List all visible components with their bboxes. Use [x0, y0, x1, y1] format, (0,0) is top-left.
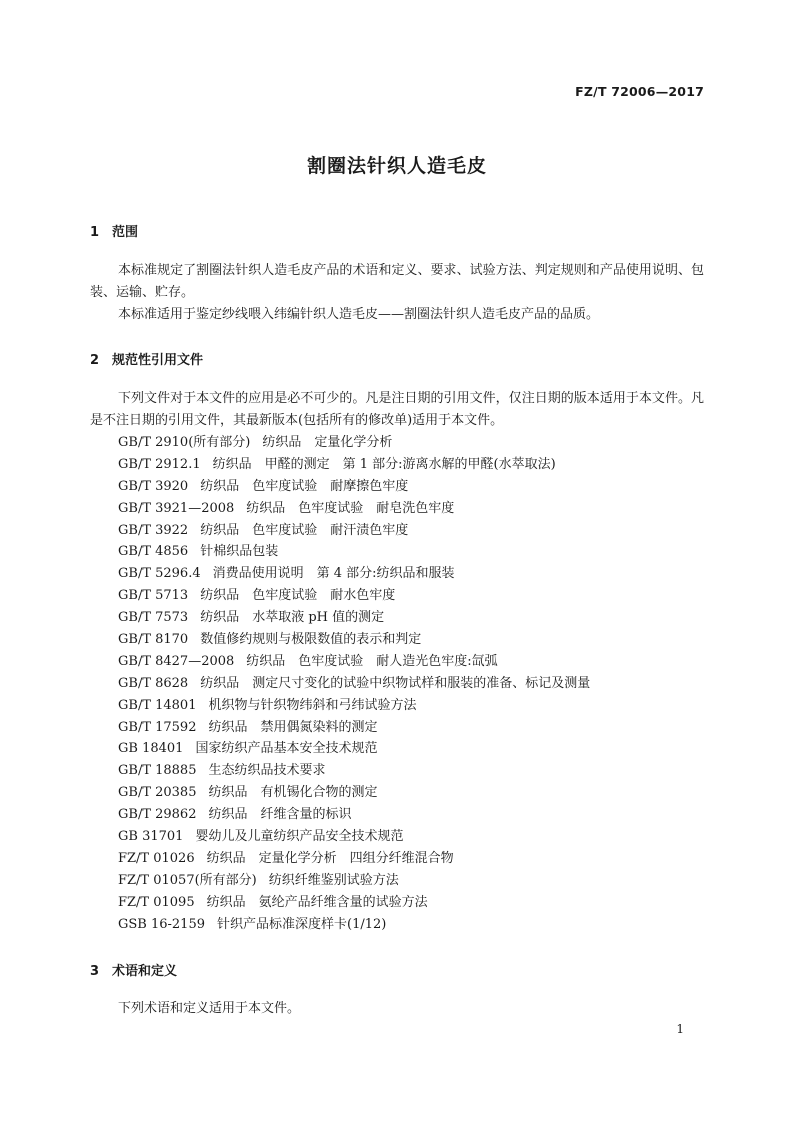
reference-list — [118, 432, 590, 935]
reference-title: 纺织品 定量化学分析 四组分纤维混合物 — [206, 850, 454, 866]
reference-title: 纺织品 色牢度试验 耐水色牢度 — [200, 588, 396, 604]
reference-item — [118, 432, 590, 454]
reference-code: GB/T 18885 — [118, 763, 197, 779]
reference-code: GSB 16-2159 — [118, 916, 205, 932]
reference-title: 纺织品 有机锡化合物的测定 — [208, 785, 378, 801]
section-1-number: 1 — [90, 225, 100, 240]
reference-code: GB/T 8170 — [118, 632, 189, 648]
reference-item — [118, 738, 590, 760]
reference-code: GB/T 2910(所有部分) — [118, 435, 251, 450]
reference-code: FZ/T 01026 — [118, 850, 195, 866]
reference-code: GB/T 17592 — [118, 719, 197, 735]
reference-item — [118, 695, 590, 717]
reference-title: 数值修约规则与极限数值的表示和判定 — [200, 632, 422, 648]
reference-item — [118, 782, 590, 804]
terms-intro: 下列术语和定义适用于本文件。 — [118, 1001, 301, 1016]
section-1-heading — [90, 221, 138, 240]
section-3-number: 3 — [90, 964, 100, 979]
reference-code: GB/T 3922 — [118, 522, 189, 538]
reference-code: GB 18401 — [118, 741, 184, 757]
section-2-number: 2 — [90, 353, 100, 368]
document-title: 割圈法针织人造毛皮 — [306, 155, 487, 177]
reference-item — [118, 673, 590, 695]
reference-title: 生态纺织品技术要求 — [208, 763, 326, 779]
reference-item — [118, 607, 590, 629]
reference-item — [118, 848, 590, 870]
reference-code: GB/T 20385 — [118, 785, 197, 801]
reference-item — [118, 541, 590, 563]
reference-title: 机织物与针织物纬斜和弓纬试验方法 — [208, 697, 417, 713]
reference-item — [118, 914, 590, 936]
reference-code: GB/T 3920 — [118, 478, 189, 494]
reference-code: GB 31701 — [118, 829, 184, 845]
reference-item — [118, 870, 590, 892]
scope-paragraph-2: 本标准适用于鉴定纱线喂入纬编针织人造毛皮——割圈法针织人造毛皮产品的品质。 — [118, 307, 600, 322]
reference-item — [118, 585, 590, 607]
reference-title: 纺织品 甲醛的测定 第 1 部分:游离水解的甲醛(水萃取法) — [212, 456, 556, 472]
reference-item — [118, 760, 590, 782]
reference-title: 针棉织品包装 — [200, 544, 279, 560]
reference-title: 纺织品 氨纶产品纤维含量的试验方法 — [206, 894, 428, 910]
reference-code: GB/T 5296.4 — [118, 566, 201, 582]
reference-title: 纺织品 水萃取液 pH 值的测定 — [200, 610, 385, 626]
section-2-heading — [90, 349, 203, 368]
reference-item — [118, 498, 590, 520]
reference-code: GB/T 5713 — [118, 588, 189, 604]
section-1-title: 范围 — [112, 225, 139, 240]
reference-title: 消费品使用说明 第 4 部分:纺织品和服装 — [212, 566, 455, 582]
page-number: 1 — [676, 1022, 684, 1036]
reference-item — [118, 629, 590, 651]
reference-title: 纺织品 禁用偶氮染料的测定 — [208, 719, 378, 735]
reference-code: FZ/T 01095 — [118, 894, 195, 910]
reference-item — [118, 804, 590, 826]
reference-item — [118, 520, 590, 542]
reference-title: 纺织品 定量化学分析 — [262, 435, 393, 450]
reference-title: 纺织品 测定尺寸变化的试验中织物试样和服装的准备、标记及测量 — [200, 675, 591, 691]
section-2-title: 规范性引用文件 — [112, 353, 204, 368]
reference-title: 纺织品 色牢度试验 耐摩擦色牢度 — [200, 478, 409, 494]
reference-title: 纺织品 色牢度试验 耐汗渍色牢度 — [200, 522, 409, 538]
reference-code: GB/T 8427—2008 — [118, 653, 235, 669]
reference-item — [118, 892, 590, 914]
reference-code: GB/T 2912.1 — [118, 456, 201, 472]
reference-item — [118, 826, 590, 848]
reference-title: 针织产品标准深度样卡(1/12) — [217, 916, 387, 932]
reference-item — [118, 717, 590, 739]
standard-code: FZ/T 72006—2017 — [575, 84, 704, 99]
reference-title: 国家纺织产品基本安全技术规范 — [195, 741, 378, 757]
reference-item — [118, 563, 590, 585]
reference-title: 纺织品 色牢度试验 耐人造光色牢度:氙弧 — [246, 653, 498, 669]
reference-item — [118, 651, 590, 673]
section-3-title: 术语和定义 — [112, 964, 178, 979]
section-3-heading — [90, 960, 177, 979]
reference-code: GB/T 3921—2008 — [118, 500, 235, 516]
reference-item — [118, 454, 590, 476]
reference-code: GB/T 14801 — [118, 697, 197, 713]
reference-code: FZ/T 01057(所有部分) — [118, 872, 257, 888]
reference-title: 纺织品 色牢度试验 耐皂洗色牢度 — [246, 500, 455, 516]
reference-code: GB/T 7573 — [118, 610, 189, 626]
reference-code: GB/T 8628 — [118, 675, 189, 691]
reference-code: GB/T 29862 — [118, 807, 197, 823]
reference-title: 婴幼儿及儿童纺织产品安全技术规范 — [195, 829, 404, 845]
reference-item — [118, 476, 590, 498]
reference-title: 纺织纤维鉴别试验方法 — [268, 872, 399, 888]
reference-code: GB/T 4856 — [118, 544, 189, 560]
reference-title: 纺织品 纤维含量的标识 — [208, 807, 352, 823]
normative-intro: 下列文件对于本文件的应用是必不可少的。凡是注日期的引用文件，仅注日期的版本适用于本文件。凡是不注日期的引用文件，其最新版本(包括所有的修改单)适用于本文件。 — [90, 391, 704, 428]
scope-paragraph-1: 本标准规定了割圈法针织人造毛皮产品的术语和定义、要求、试验方法、判定规则和产品使用说明、包装、运输、贮存。 — [90, 263, 704, 300]
